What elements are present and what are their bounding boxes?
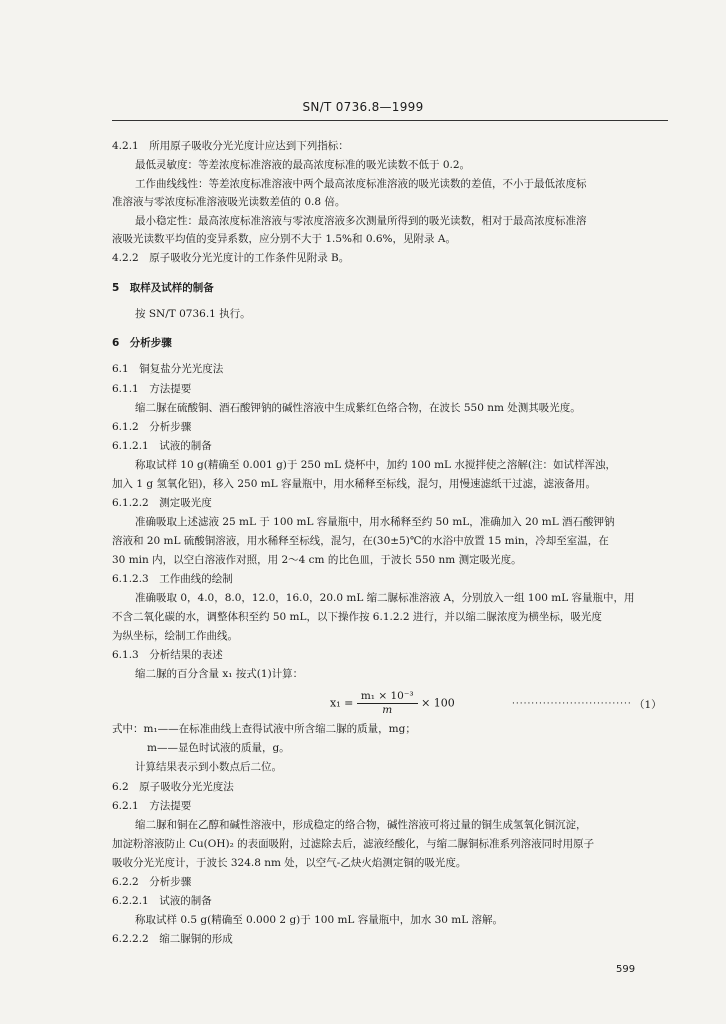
text-line: 缩二脲的百分含量 x₁ 按式(1)计算：: [135, 668, 304, 680]
formula-numerator: m₁ × 10⁻³: [357, 690, 418, 704]
text-line: 6.2 原子吸收分光光度法: [112, 781, 234, 793]
text-line: 溶液和 20 mL 硫酸铜溶液，用水稀释至标线，混匀，在(30±5)℃的水浴中放置 15 min，冷却至室温，在: [112, 535, 609, 547]
text-line: 6.1.3 分析结果的表述: [112, 649, 223, 661]
text-line: 6.2.2.1 试液的制备: [112, 895, 212, 907]
text-line: 称取试样 10 g(精确至 0.001 g)于 250 mL 烧杯中，加约 100 mL 水搅拌使之溶解(注：如试样浑浊，: [135, 459, 616, 471]
header-rule: [112, 120, 668, 121]
text-line: 6.1.1 方法提要: [112, 383, 192, 395]
section-heading: 5 取样及试样的制备: [112, 282, 214, 294]
formula-denominator: m: [382, 704, 393, 716]
text-line: 加淀粉溶液防止 Cu(OH)₂ 的表面吸附，过滤除去后，滤液经酸化，与缩二脲铜标准系列溶液同时用原子: [112, 838, 595, 850]
text-line: 最小稳定性：最高浓度标准溶液与零浓度溶液多次测量所得到的吸光读数，相对于最高浓度标准溶: [135, 215, 587, 227]
text-line: 为纵坐标，绘制工作曲线。: [112, 630, 238, 642]
text-line: 30 min 内，以空白溶液作对照，用 2～4 cm 的比色皿，于波长 550 nm 测定吸光度。: [112, 554, 522, 566]
text-line: 缩二脲和铜在乙醇和碱性溶液中，形成稳定的络合物，碱性溶液可将过量的铜生成氢氧化铜沉淀，: [135, 819, 587, 831]
formula-number: （1）: [634, 699, 662, 711]
text-line: 4.2.2 原子吸收分光光度计的工作条件见附录 B。: [112, 252, 350, 264]
text-line: 6.1.2.3 工作曲线的绘制: [112, 573, 233, 585]
formula-1: [330, 690, 455, 717]
text-line: 6.1.2.2 测定吸光度: [112, 497, 212, 509]
text-line: m——显色时试液的质量，g。: [147, 742, 290, 754]
text-line: 6.1 铜复盐分光光度法: [112, 363, 224, 375]
text-line: 4.2.1 所用原子吸收分光光度计应达到下列指标：: [112, 140, 349, 152]
text-line: 不含二氧化碳的水，调整体积至约 50 mL，以下操作按 6.1.2.2 进行，并以缩二脲浓度为横坐标，吸光度: [112, 611, 602, 623]
text-line: 6.2.2 分析步骤: [112, 876, 192, 888]
formula-fraction: [357, 690, 418, 717]
text-line: 6.1.2.1 试液的制备: [112, 440, 212, 452]
text-line: 液吸光读数平均值的变异系数，应分别不大于 1.5%和 0.6%，见附录 A。: [112, 233, 456, 245]
section-heading: 6 分析步骤: [112, 337, 172, 349]
text-line: 按 SN/T 0736.1 执行。: [135, 308, 251, 320]
text-line: 计算结果表示到小数点后二位。: [135, 761, 282, 773]
formula-tail: × 100: [421, 696, 455, 710]
formula-label: [634, 697, 662, 712]
text-line: 加入 1 g 氢氧化铝)，移入 250 mL 容量瓶中，用水稀释至标线，混匀，用慢速滤纸干过滤，滤液备用。: [112, 478, 596, 490]
text-line: 6.2.2.2 缩二脲铜的形成: [112, 933, 233, 945]
text-line: 准确吸取上述滤液 25 mL 于 100 mL 容量瓶中，用水稀释至约 50 mL，准确加入 20 mL 酒石酸钾钠: [135, 516, 615, 528]
page-number: 599: [616, 964, 636, 975]
formula-leader-dots: ·······························: [512, 699, 632, 709]
text-line: 缩二脲在硫酸铜、酒石酸钾钠的碱性溶液中生成紫红色络合物，在波长 550 nm 处测其吸光度。: [135, 402, 581, 414]
text-line: 式中：m₁——在标准曲线上查得试液中所含缩二脲的质量，mg；: [112, 723, 416, 735]
formula-leader: [512, 699, 632, 709]
text-line: 吸收分光光度计，于波长 324.8 nm 处，以空气-乙炔火焰测定铜的吸光度。: [112, 857, 467, 869]
text-line: 称取试样 0.5 g(精确至 0.000 2 g)于 100 mL 容量瓶中，加水 30 mL 溶解。: [135, 914, 504, 926]
text-line: 工作曲线线性：等差浓度标准溶液中两个最高浓度标准溶液的吸光读数的差值，不小于最低浓度标: [135, 178, 587, 190]
page-header: [0, 100, 726, 114]
text-line: 6.2.1 方法提要: [112, 800, 192, 812]
text-line: 准确吸取 0，4.0，8.0，12.0，16.0，20.0 mL 缩二脲标准溶液 A，分别放入一组 100 mL 容量瓶中，用: [135, 592, 635, 604]
text-line: 最低灵敏度：等差浓度标准溶液的最高浓度标准的吸光读数不低于 0.2。: [135, 159, 471, 171]
standard-code: SN/T 0736.8—1999: [302, 100, 424, 114]
formula-lhs: x₁ =: [330, 696, 354, 710]
text-line: 6.1.2 分析步骤: [112, 421, 192, 433]
text-line: 准溶液与零浓度标准溶液吸光读数差值的 0.8 倍。: [112, 196, 346, 208]
